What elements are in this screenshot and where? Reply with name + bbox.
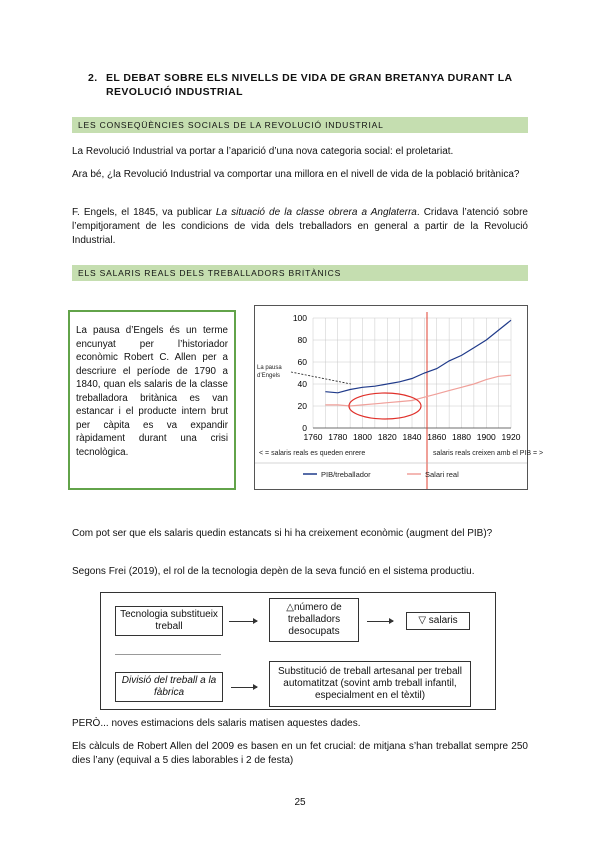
diagram-arrow-2 [367, 621, 393, 622]
note-wages-lag: < = salaris reals es queden enrere [259, 450, 366, 457]
x-tick-label: 1880 [452, 432, 471, 442]
x-tick-label: 1840 [402, 432, 422, 442]
diagram-box-division-labour: Divisió del treball a la fàbrica [115, 672, 223, 702]
technology-diagram [100, 592, 496, 710]
subsection-band-wages: ELS SALARIS REALS DELS TREBALLADORS BRITÀNICS [72, 265, 528, 281]
paragraph-frei: Segons Frei (2019), el rol de la tecnologia depèn de la seva funció en el sistema productiu. [72, 566, 475, 577]
diagram-box-unemployed: △número de treballadors desocupats [269, 598, 359, 642]
y-tick-label: 40 [297, 379, 307, 389]
y-tick-label: 80 [297, 335, 307, 345]
heading-number: 2. [88, 72, 98, 84]
diagram-arrow-1 [229, 621, 257, 622]
paragraph-proletariat: La Revolució Industrial va portar a l’aparició d’una nova categoria social: el proletariat. [72, 146, 454, 157]
chart-grid [313, 318, 511, 428]
y-tick-label: 100 [292, 313, 307, 323]
x-tick-label: 1820 [377, 432, 397, 442]
annotation-label-line2: d’Engels [257, 373, 281, 379]
legend-label-gdp: PIB/treballador [321, 470, 371, 479]
x-tick-labels [304, 432, 521, 442]
paragraph-question: Ara bé, ¿la Revolució Industrial va comportar una millora en el nivell de vida de la població britànica? [72, 169, 520, 180]
annotation-label-line1: La pausa [257, 365, 282, 371]
diagram-box-automation: Substitució de treball artesanal per treball automatitzat (sovint amb treball infantil, especialment en el tèxtil) [269, 661, 471, 707]
series-line-gdp [325, 320, 511, 393]
engels-book-title: La situació de la classe obrera a Anglaterra [215, 207, 417, 218]
section-heading [88, 71, 538, 99]
x-tick-label: 1860 [427, 432, 447, 442]
diagram-arrow-3 [231, 687, 257, 688]
paragraph-engels [72, 206, 528, 248]
x-tick-label: 1800 [353, 432, 372, 442]
x-tick-label: 1760 [303, 432, 323, 442]
diagram-box-wages: ▽ salaris [406, 612, 470, 630]
subsection-band-social: LES CONSEQÜÈNCIES SOCIALS DE LA REVOLUCIÓ INDUSTRIAL [72, 117, 528, 133]
paragraph-allen: Els càlculs de Robert Allen del 2009 es basen en un fet crucial: de mitjana s’han treballat sempre 250 dies l’any (equival a 5 dies laborables i 2 de festa) [72, 741, 528, 766]
x-tick-label: 1780 [328, 432, 348, 442]
diagram-box-technology: Tecnologia substitueix treball [115, 606, 223, 636]
y-tick-label: 20 [297, 401, 307, 411]
diagram-separator [115, 654, 221, 655]
page-number: 25 [294, 797, 306, 808]
engels-pause-definition-box: La pausa d’Engels és un terme encunyat per l’historiador econòmic Robert C. Allen per a descriure el període de 1790 a 1840, quan els salaris de la classe treballadora britànica es van estancar i el producte intern brut per càpita es va expandir ràpidament durant una crisi tecnològica. [68, 310, 236, 490]
engels-text-before: F. Engels, el 1845, va publicar [72, 207, 216, 218]
y-tick-label: 60 [297, 357, 307, 367]
heading-text: EL DEBAT SOBRE ELS NIVELLS DE VIDA DE GRAN BRETANYA DURANT LA REVOLUCIÓ INDUSTRIAL [106, 72, 513, 98]
legend-label-wages: Salari real [425, 470, 459, 479]
y-tick-label: 0 [302, 423, 307, 433]
paragraph-however: PERÒ... noves estimacions dels salaris matisen aquestes dades. [72, 718, 361, 729]
x-tick-label: 1900 [476, 432, 496, 442]
x-tick-label: 1920 [501, 432, 521, 442]
annotation-label-bind: La pausa d’Engels [55, 106, 64, 107]
engels-text-after: . Cridava l’atenció sobre l’empitjorament de les condicions de vida dels treballadors en general a partir de la Revolució Industrial. [72, 207, 528, 246]
note-wages-grow: salaris reals creixen amb el PIB = > [433, 450, 544, 457]
paragraph-stagnant-wages: Com pot ser que els salaris quedin estancats si hi ha creixement econòmic (augment del PIB)? [72, 528, 493, 539]
